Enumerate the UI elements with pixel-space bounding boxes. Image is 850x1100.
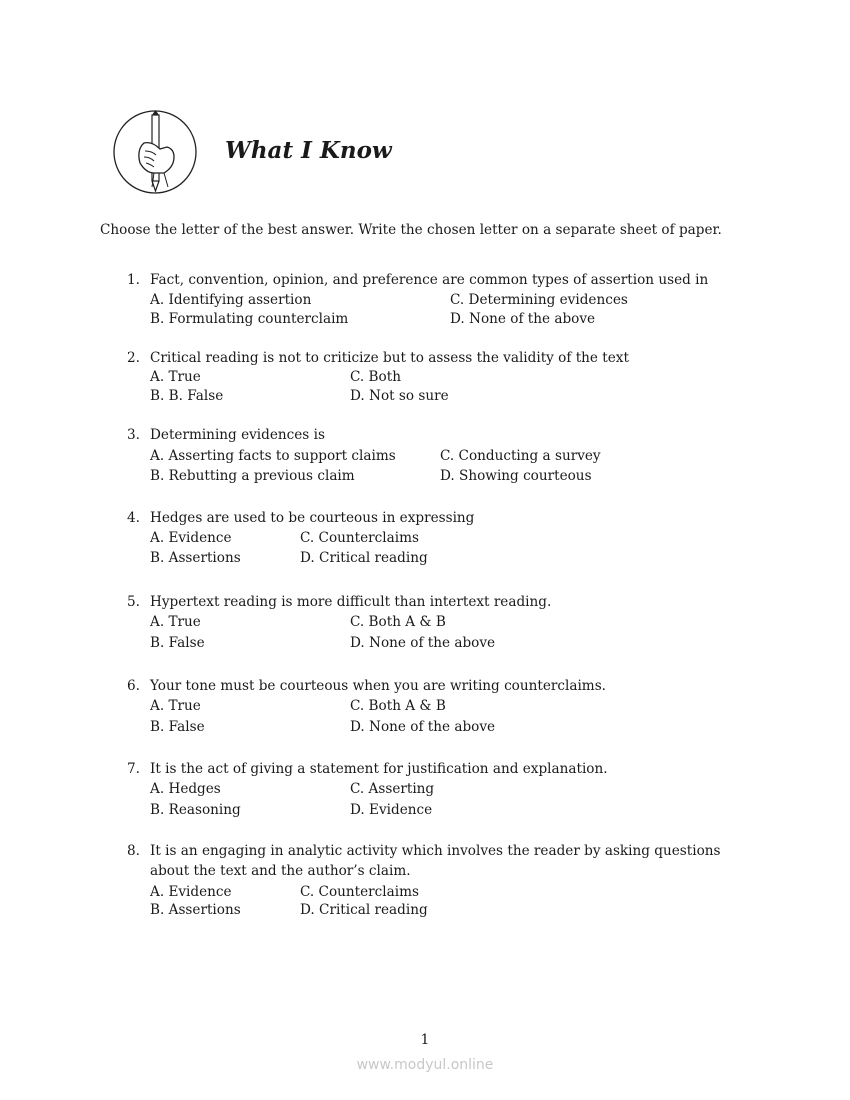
question-number: 4.: [127, 510, 140, 526]
option-a: A. True: [150, 369, 201, 385]
question-text: Critical reading is not to criticize but to assess the validity of the text: [150, 350, 629, 366]
option-b: B. False: [150, 635, 205, 651]
instructions: Choose the letter of the best answer. Write the chosen letter on a separate sheet of paper.: [100, 222, 722, 238]
hand-holding-pencil-icon: [112, 107, 198, 197]
option-d: D. Evidence: [350, 802, 433, 818]
question-text: Hypertext reading is more difficult than intertext reading.: [150, 594, 552, 610]
option-d: D. Showing courteous: [440, 468, 592, 484]
question-text: It is an engaging in analytic activity which involves the reader by asking questions: [150, 843, 721, 859]
question-text: It is the act of giving a statement for justification and explanation.: [150, 761, 608, 777]
watermark: www.modyul.online: [356, 1057, 494, 1073]
option-b: B. Assertions: [150, 902, 241, 918]
question-number: 2.: [127, 350, 140, 366]
option-d: D. Critical reading: [300, 550, 428, 566]
option-a: A. Identifying assertion: [150, 292, 312, 308]
option-c: C. Counterclaims: [300, 530, 419, 546]
option-a: A. True: [150, 614, 201, 630]
question-number: 1.: [127, 272, 140, 288]
question-text: Determining evidences is: [150, 427, 325, 443]
option-b: B. Formulating counterclaim: [150, 311, 349, 327]
option-b: B. Reasoning: [150, 802, 241, 818]
option-c: C. Conducting a survey: [440, 448, 601, 464]
question-number: 8.: [127, 843, 140, 859]
option-d: D. None of the above: [350, 635, 496, 651]
option-a: A. Hedges: [150, 781, 221, 797]
option-a: A. Evidence: [150, 884, 232, 900]
question-number: 5.: [127, 594, 140, 610]
option-d: D. None of the above: [350, 719, 496, 735]
option-c: C. Determining evidences: [450, 292, 628, 308]
question-number: 6.: [127, 678, 140, 694]
option-b: B. Assertions: [150, 550, 241, 566]
option-b: B. False: [150, 719, 205, 735]
section-title: What I Know: [225, 137, 392, 164]
option-b: B. Rebutting a previous claim: [150, 468, 355, 484]
option-c: C. Asserting: [350, 781, 435, 797]
option-c: C. Both: [350, 369, 401, 385]
question-text: Your tone must be courteous when you are writing counterclaims.: [150, 678, 606, 694]
option-c: C. Both A & B: [350, 698, 446, 714]
option-c: C. Both A & B: [350, 614, 446, 630]
option-d: D. None of the above: [450, 311, 596, 327]
option-c: C. Counterclaims: [300, 884, 419, 900]
question-number: 7.: [127, 761, 140, 777]
option-b: B. B. False: [150, 388, 224, 404]
option-a: A. True: [150, 698, 201, 714]
question-text: Fact, convention, opinion, and preference are common types of assertion used in: [150, 272, 709, 288]
question-number: 3.: [127, 427, 140, 443]
option-d: D. Critical reading: [300, 902, 428, 918]
question-text: Hedges are used to be courteous in expressing: [150, 510, 475, 526]
page-number: 1: [420, 1032, 430, 1048]
question-text-continued: about the text and the author’s claim.: [150, 863, 411, 879]
option-d: D. Not so sure: [350, 388, 449, 404]
option-a: A. Evidence: [150, 530, 232, 546]
option-a: A. Asserting facts to support claims: [150, 448, 396, 464]
